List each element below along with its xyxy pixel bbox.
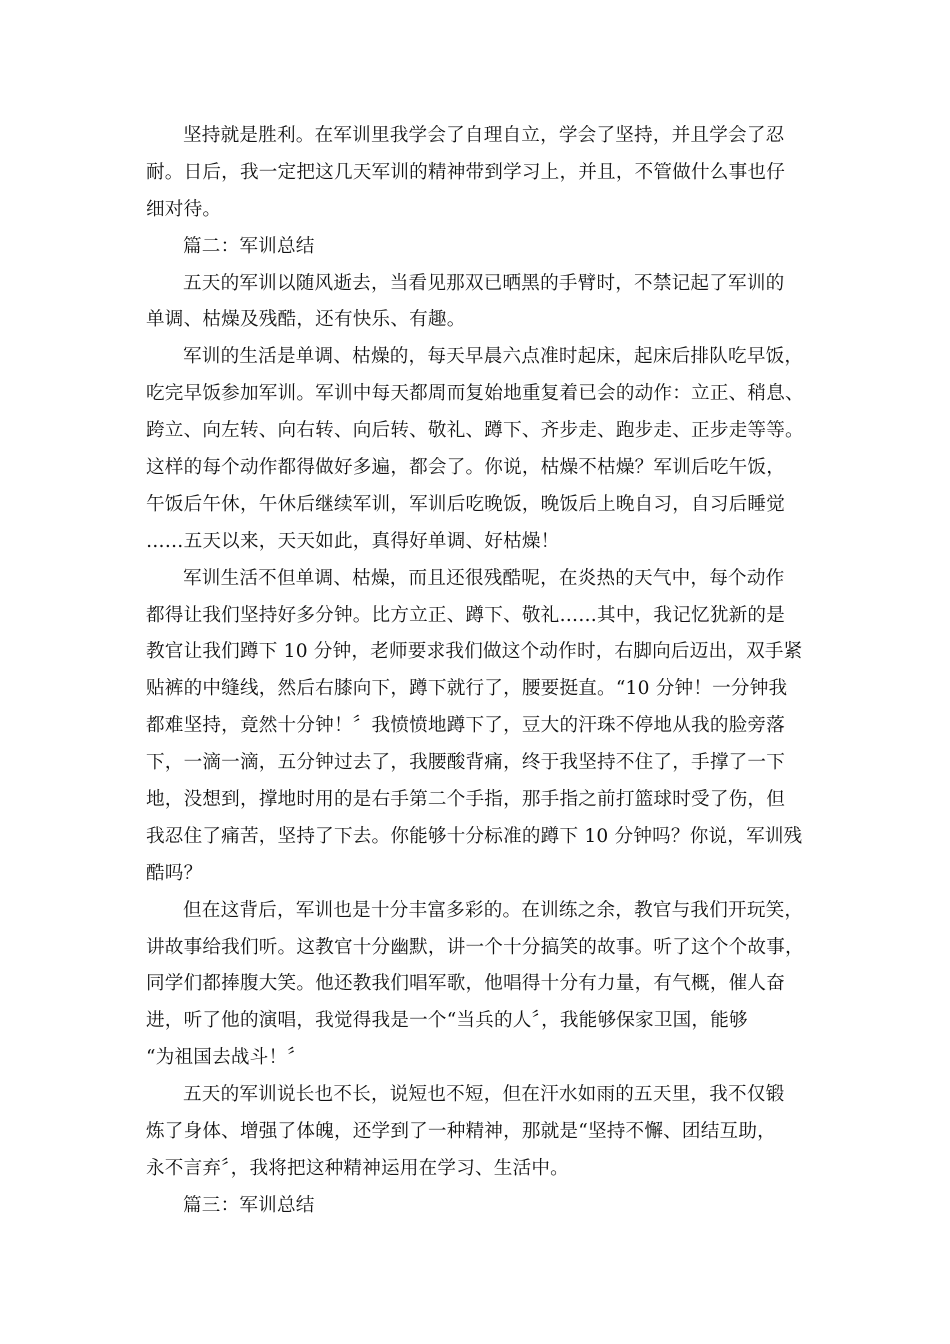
paragraph-line: 永不言弃〞，我将把这种精神运用在学习、生活中。	[146, 1157, 569, 1179]
document-body	[146, 118, 810, 1225]
paragraph-line: 我忍住了痛苦，坚持了下去。你能够十分标准的蹲下 10 分钟吗？你说，军训残	[146, 825, 803, 847]
paragraph-line: 教官让我们蹲下 10 分钟，老师要求我们做这个动作时，右脚向后迈出，双手紧	[146, 641, 803, 663]
paragraph-line: 酷吗？	[146, 862, 203, 884]
paragraph-line: 同学们都捧腹大笑。他还教我们唱军歌，他唱得十分有力量，有气概，催人奋	[146, 973, 785, 995]
paragraph-line: 地，没想到，撑地时用的是右手第二个手指，那手指之前打篮球时受了伤，但	[146, 789, 785, 811]
paragraph-line: 讲故事给我们听。这教官十分幽默，讲一个十分搞笑的故事。听了这个个故事，	[146, 936, 804, 958]
paragraph-line: 这样的每个动作都得做好多遍，都会了。你说，枯燥不枯燥？军训后吃午饭，	[146, 457, 785, 479]
paragraph-line: 午饭后午休，午休后继续军训，军训后吃晚饭，晚饭后上晚自习，自习后睡觉	[146, 493, 785, 515]
paragraph-line: 但在这背后，军训也是十分丰富多彩的。在训练之余，教官与我们开玩笑，	[183, 899, 804, 921]
paragraph-line: 军训的生活是单调、枯燥的，每天早晨六点准时起床，起床后排队吃早饭，	[183, 346, 804, 368]
paragraph-line: 坚持就是胜利。在军训里我学会了自理自立，学会了坚持，并且学会了忍	[183, 125, 785, 146]
paragraph-line: 下，一滴一滴，五分钟过去了，我腰酸背痛，终于我坚持不住了，手撑了一下	[146, 752, 785, 774]
paragraph-line: ……五天以来，天天如此，真得好单调、好枯燥！	[146, 530, 560, 552]
paragraph-line: 军训生活不但单调、枯燥，而且还很残酷呢，在炎热的天气中，每个动作	[183, 567, 785, 589]
paragraph-line: 都得让我们坚持好多分钟。比方立正、蹲下、敬礼……其中，我记忆犹新的是	[146, 604, 785, 626]
paragraph-line: 五天的军训以随风逝去，当看见那双已晒黑的手臂时，不禁记起了军训的	[183, 272, 785, 294]
paragraph-line: 单调、枯燥及残酷，还有快乐、有趣。	[146, 309, 466, 331]
paragraph-line: 吃完早饭参加军训。军训中每天都周而复始地重复着已会的动作：立正、稍息、	[146, 383, 804, 405]
paragraph-line: 耐。日后，我一定把这几天军训的精神带到学习上，并且，不管做什么事也仔	[146, 161, 785, 183]
paragraph-line: 细对待。	[146, 198, 222, 220]
paragraph-line: 贴裤的中缝线，然后右膝向下，蹲下就行了，腰要挺直。“10 分钟！一分钟我	[146, 678, 788, 700]
paragraph-line: 都难坚持，竟然十分钟！〞我愤愤地蹲下了，豆大的汗珠不停地从我的脸旁落	[146, 715, 785, 737]
paragraph-line: 五天的军训说长也不长，说短也不短，但在汗水如雨的五天里，我不仅锻	[183, 1084, 785, 1106]
paragraph-line: 跨立、向左转、向右转、向后转、敬礼、蹲下、齐步走、跑步走、正步走等等。	[146, 420, 804, 442]
paragraph-line: “为祖国去战斗！〞	[146, 1047, 307, 1069]
paragraph-line: 进，听了他的演唱，我觉得我是一个“当兵的人〞，我能够保家卫国，能够	[146, 1010, 748, 1032]
section-heading-2: 篇二：军训总结	[183, 235, 315, 257]
section-heading-3: 篇三：军训总结	[183, 1194, 315, 1216]
paragraph-line: 炼了身体、增强了体魄，还学到了一种精神，那就是“坚持不懈、团结互助，	[146, 1121, 776, 1143]
